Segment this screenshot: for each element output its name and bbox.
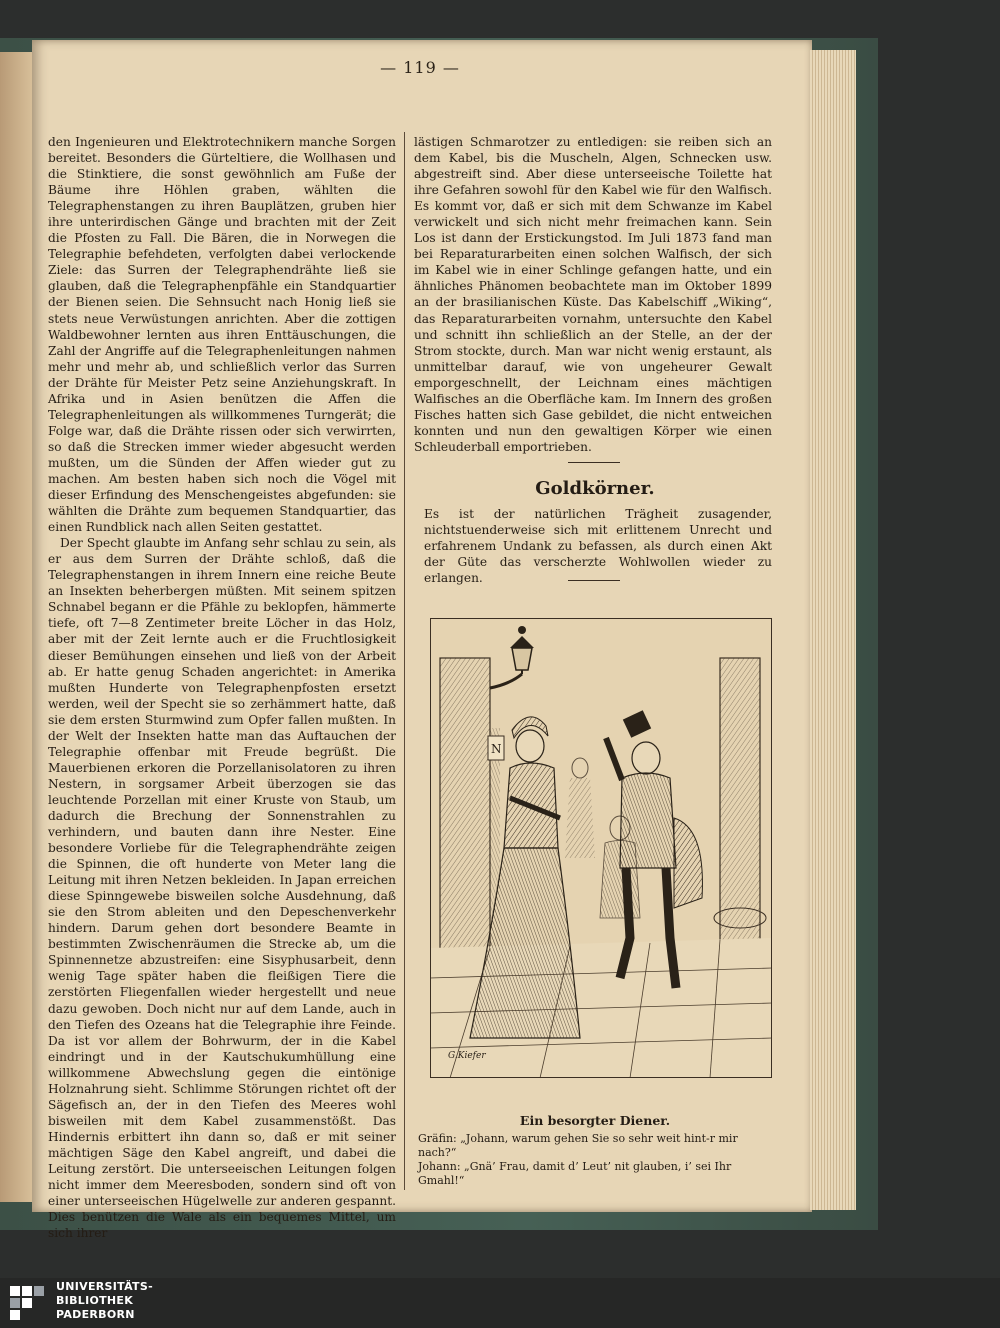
maxim-paragraph: Es ist der natürlichen Trägheit zusagender, nichtstuenderweise sich mit erlittenem Unrecht und erfahrenem Undank zu befassen, als durch einen Akt der Güte das verscherzte Wohlwollen wieder zu erlangen. — [424, 507, 772, 586]
right-column-text — [414, 134, 772, 454]
page-edges — [810, 50, 856, 1210]
left-paragraph-2: Der Specht glaubte im Anfang sehr schlau zu sein, als er aus dem Surren der Drähte schloß, daß die Telegraphenstangen in ihrem Innern eine reiche Beute an Insekten beherbergen müßten. Mit seinem spitzen Schnabel begann er die Pfähle zu beklopfen, hämmerte tiefe, oft 7—8 Zentimeter breite Löcher in das Holz, aber mit der Zeit lernte auch er die Fruchtlosigkeit dieser Bemühungen einsehen und ließ von der Arbeit ab. Er hatte genug Schaden angerichtet: in Amerika mußten Hunderte von Telegraphenpfosten ersetzt werden, weil der Specht sie so zerhämmert hatte, daß sie dem ersten Sturmwind zum Opfer fallen mußten. In der Welt der Insekten hatte man das Auftauchen der Telegraphie offenbar mit Freude begrüßt. Die Mauerbienen erkoren die Porzellanisolatoren zu ihren Nestern, in sorgsamer Arbeit überzogen sie das leuchtende Porzellan mit einer Kruste von Staub, um dadurch die Brechung der Sonnenstrahlen zu verhindern, und bauten dann ihre Nester. Eine besondere Vorliebe für die Telegraphendrähte zeigen die Spinnen, die oft hunderte von Meter lang die Leitung mit ihren Netzen bekleiden. In Japan erreichen diese Spinngewebe bisweilen solche Ausdehnung, daß sie den Strom ableiten und den Depeschenverkehr hindern. Darum gehen dort besondere Beamte in bestimmten Zwischenräumen die Strecke ab, um die Spinnennetze abzustreifen: eine Sisyphusarbeit, denn wenig Tage später haben die fleißigen Tiere die zerstörten Fliegenfallen wieder hergestellt und neue dazu gewoben. Doch nicht nur auf dem Lande, auch in den Tiefen des Ozeans hat die Telegraphie ihre Feinde. Da ist vor allem der Bohrwurm, der in die Kabel eindringt und in der Kautschukumhüllung eine willkommene Abwechslung gegen die eintönige Holznahrung sieht. Schlimme Störungen richtet oft der Sägefisch an, der in den Tiefen des Meeres wohl bisweilen mit dem Kabel zusammenstößt. Das Hindernis erbittert ihn dann so, daß er mit seiner mächtigen Säge den Kabel angreift, und dabei die Leitung zerstört. Die unterseeischen Leitungen folgen nicht immer dem Meeresboden, sondern sind oft von einer unterseeischen Hügelwelle zur anderen gespannt. Dies benützen die Wale als ein bequemes Mittel, um sich ihrer — [48, 536, 396, 1241]
library-name — [56, 1280, 153, 1322]
library-name-line-1: UNIVERSITÄTS- — [56, 1280, 153, 1293]
maxim-text — [424, 506, 772, 586]
left-column — [48, 134, 396, 1241]
illustration-dialog-2: Johann: „Gnä’ Frau, damit d’ Leut’ nit glauben, i’ sei Ihr Gmahl!“ — [418, 1160, 732, 1187]
section-rule-top — [568, 462, 620, 463]
page-number-header: — 119 — — [380, 58, 460, 77]
library-name-line-2: BIBLIOTHEK — [56, 1294, 134, 1307]
library-logo-icon — [8, 1282, 48, 1322]
previous-page-edge — [0, 52, 32, 1202]
artist-signature: G.Kiefer — [448, 1051, 486, 1061]
wall-sign-letter: N — [491, 742, 502, 756]
illustration-caption-title: Ein besorgter Diener. — [519, 1113, 671, 1128]
right-paragraph: lästigen Schmarotzer zu entledigen: sie reiben sich an dem Kabel, bis die Muscheln, Algen, Schnecken usw. abgestreift sind. Aber diese unterseeische Toilette hat ihre Gefahren sowohl für den Kabel wie für den Walfisch. Es kommt vor, daß er sich mit dem Schwanze im Kabel verwickelt und sich nicht mehr freimachen kann. Sein Los ist dann der Erstickungstod. Im Juli 1873 fand man bei Reparaturarbeiten einen solchen Walfisch, der sich im Kabel wie in einer Schlinge gefangen hatte, und ein ähnliches Phänomen beobachtete man im Oktober 1899 an der brasilianischen Küste. Das Kabelschiff „Wiking“, das Reparaturarbeiten vornahm, untersuchte den Kabel und schnitt ihn schließlich an der Stelle, an der der Strom stockte, durch. Man war nicht wenig erstaunt, als unmittelbar darauf, wie von ungeheurer Gewalt emporgeschnellt, der Leichnam eines mächtigen Walfisches an die Oberfläche kam. Im Innern des großen Fisches hatten sich Gase gebildet, die nicht entweichen konnten und nun den gewaltigen Körper wie einen Schleuderball emportrieben. — [414, 135, 772, 454]
illustration-dialog-1: Gräfin: „Johann, warum gehen Sie so sehr weit hint-r mir nach?“ — [418, 1132, 738, 1159]
left-paragraph-1: den Ingenieuren und Elektrotechnikern manche Sorgen bereitet. Besonders die Gürteltiere, die Wollhasen und die Stinktiere, die sonst gewöhnlich am Fuße der Bäume ihre Höhlen graben, wählten die Telegraphenstangen zu ihren Bauplätzen, gruben hier ihre unterirdischen Gänge und brachten mit der Zeit die Pfosten zu Fall. Die Bären, die in Norwegen die Telegraphie befehdeten, verfolgten dabei verlockende Ziele: das Surren der Telegraphendrähte ließ sie glauben, daß die Telegraphenpfähle ein Standquartier der Bienen seien. Die Sehnsucht nach Honig ließ sie stets neue Verwüstungen anrichten. Aber die zottigen Waldbewohner lernten aus ihren Enttäuschungen, die Zahl der Angriffe auf die Telegraphenleitungen nahmen mehr und mehr ab, und schließlich verlor das Surren der Drähte für Meister Petz seine Anziehungskraft. In Afrika und in Asien benützen die Affen die Telegraphenleitungen als willkommenes Turngerät; die Folge war, daß die Drähte rissen oder sich verwirrten, so daß die Strecken immer wieder abgesucht werden mußten, um die Sünden der Affen wieder gut zu machen. Am besten haben sich noch die Vögel mit dieser Erfindung des Menschengeistes abgefunden: sie wählten die Drähte zum bequemen Standquartier, das einen Rundblick nach allen Seiten gestattet. — [48, 135, 396, 535]
column-divider — [404, 132, 405, 1190]
section-rule-bottom — [568, 580, 620, 581]
library-name-line-3: PADERBORN — [56, 1308, 135, 1321]
section-title: Goldkörner. — [535, 478, 655, 499]
illustration-engraving — [430, 618, 772, 1078]
